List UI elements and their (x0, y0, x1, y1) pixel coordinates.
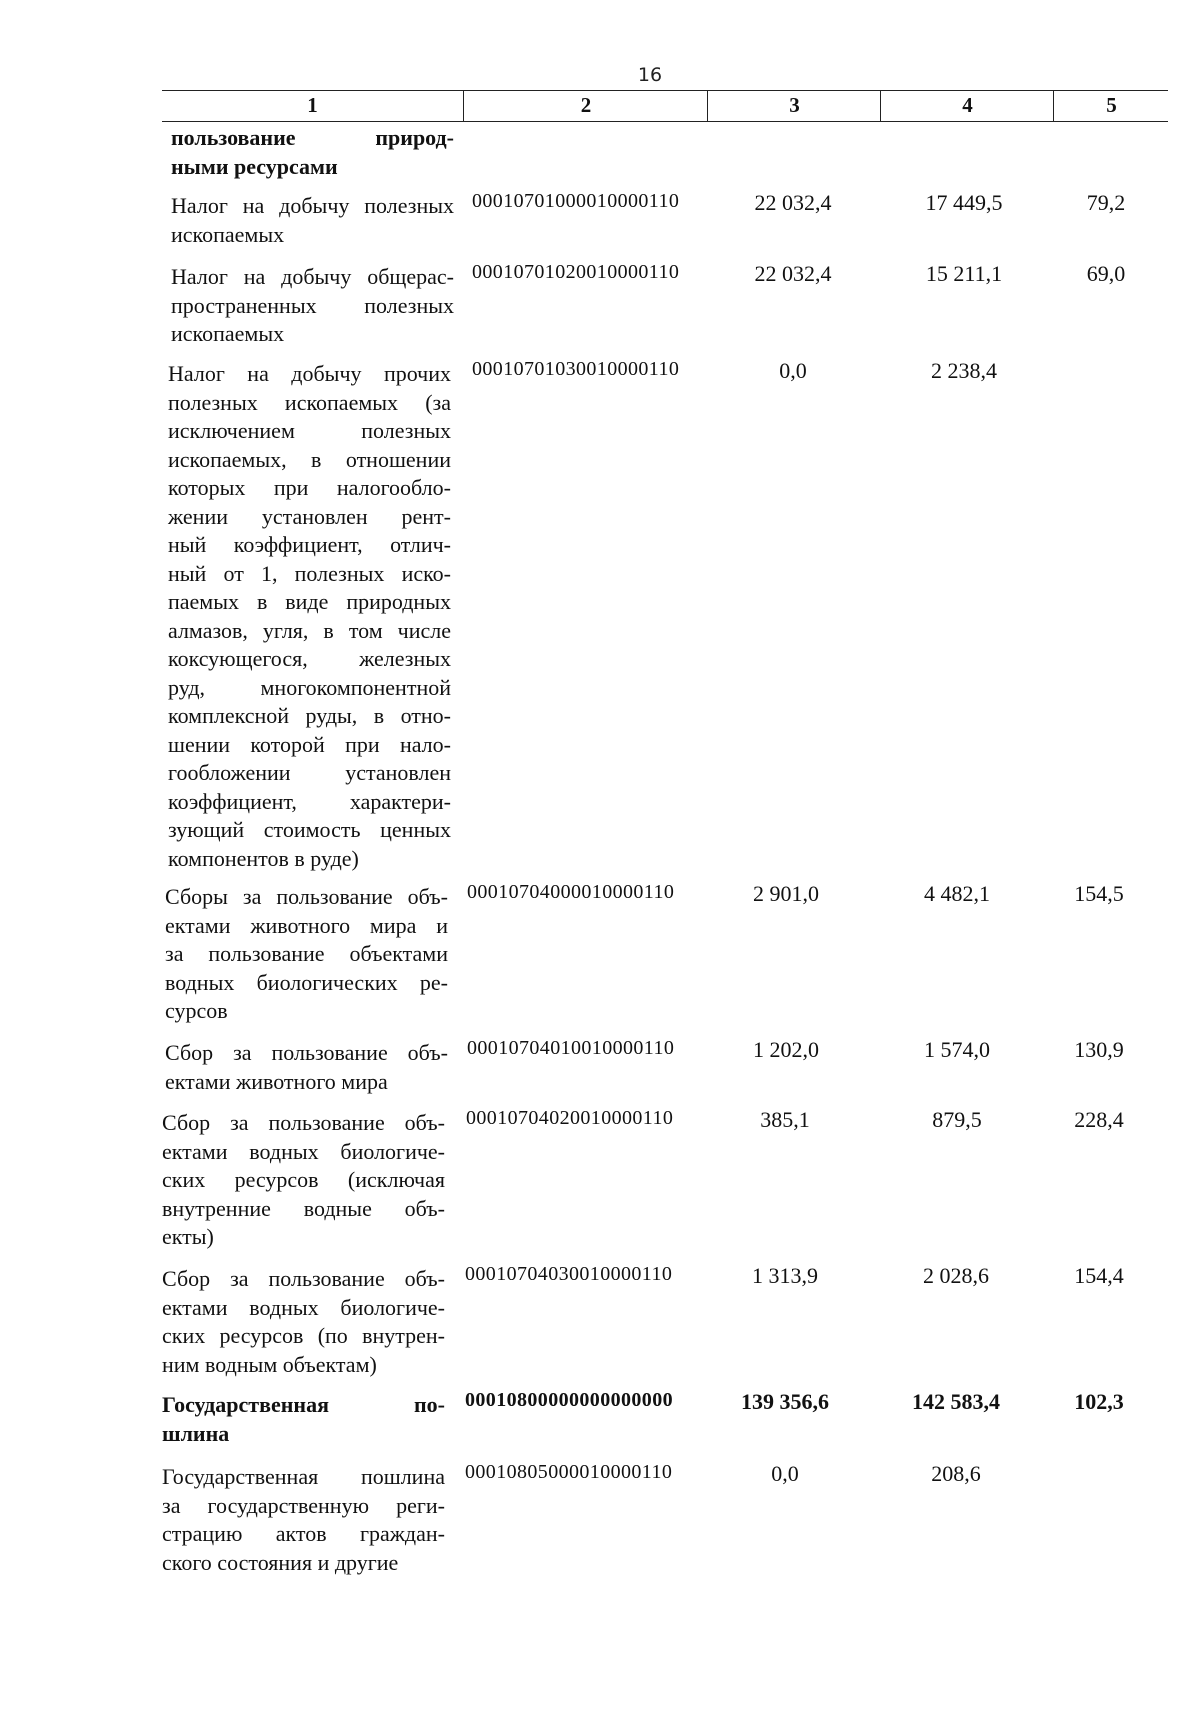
row-name: Сбор за пользование объ- ектами животного мира (165, 1040, 448, 1094)
value-col3: 139 356,6 (741, 1389, 829, 1414)
value-col3: 22 032,4 (754, 190, 832, 215)
value-col4: 15 211,1 (925, 261, 1003, 286)
budget-code: 00010704020010000110 (466, 1107, 674, 1129)
budget-code: 00010704000010000110 (467, 881, 675, 903)
column-header-1: 1 (307, 93, 318, 117)
row-name: Государственная пошлина за государственную реги- страцию актов граждан- ского состояния и другие (162, 1464, 445, 1575)
value-col3: 22 032,4 (754, 261, 832, 286)
value-col4: 208,6 (931, 1461, 981, 1486)
row-name: Государственная по- шлина (162, 1392, 445, 1446)
value-col4: 2 028,6 (923, 1263, 989, 1288)
page-number: 16 (637, 64, 663, 86)
value-col3: 0,0 (779, 358, 807, 383)
column-header-4: 4 (880, 91, 1054, 121)
row-name: Сбор за пользование объ- ектами водных биологиче- ских ресурсов (исключая внутренние водные объ- екты) (162, 1110, 445, 1249)
table-header (162, 90, 1168, 122)
budget-code: 00010800000000000000 (465, 1389, 673, 1411)
value-col5: 130,9 (1074, 1037, 1124, 1062)
budget-code: 00010701020010000110 (472, 261, 680, 283)
value-col4: 1 574,0 (924, 1037, 990, 1062)
value-col4: 142 583,4 (912, 1389, 1000, 1414)
row-name: Налог на добычу общерас- пространенных полезных ископаемых (171, 264, 454, 346)
budget-code: 00010704030010000110 (465, 1263, 673, 1285)
budget-code: 00010805000010000110 (465, 1461, 673, 1483)
value-col4: 4 482,1 (924, 881, 990, 906)
value-col4: 879,5 (932, 1107, 982, 1132)
row-name: Налог на добычу прочих полезных ископаемых (за исключением полезных ископаемых, в отношении которых при налогообло- жении установлен рент- ный коэффициент, отлич- ный от 1, полезных иско- паемых в виде природных алмазов, угля, в том числе коксующегося, железных руд, многокомпонентной комплексной руды, в отно- шении которой при нало- гообложении установлен коэффициент, характери- зующий стоимость ценных компонентов в руде) (168, 361, 451, 871)
budget-code: 00010701000010000110 (472, 190, 680, 212)
value-col3: 0,0 (771, 1461, 799, 1486)
budget-code: 00010701030010000110 (472, 358, 680, 380)
row-name: Сборы за пользование объ- ектами животного мира и за пользование объектами водных биологических ре- сурсов (165, 884, 448, 1023)
value-col5: 102,3 (1074, 1389, 1124, 1414)
budget-code: 00010704010010000110 (467, 1037, 675, 1059)
row-name: Налог на добычу полезных ископаемых (171, 193, 454, 247)
column-header-5: 5 (1053, 91, 1169, 121)
value-col3: 1 313,9 (752, 1263, 818, 1288)
value-col4: 2 238,4 (931, 358, 997, 383)
value-col5: 154,5 (1074, 881, 1124, 906)
value-col5: 79,2 (1086, 190, 1126, 215)
value-col5: 154,4 (1074, 1263, 1124, 1288)
column-header-3: 3 (707, 91, 881, 121)
row-name: пользование природ- ными ресурсами (171, 125, 454, 179)
value-col3: 1 202,0 (753, 1037, 819, 1062)
value-col4: 17 449,5 (925, 190, 1003, 215)
value-col5: 69,0 (1086, 261, 1126, 286)
value-col5: 228,4 (1074, 1107, 1124, 1132)
column-header-2: 2 (463, 91, 708, 121)
row-name: Сбор за пользование объ- ектами водных биологиче- ских ресурсов (по внутрен- ним водным объектам) (162, 1266, 445, 1377)
value-col3: 385,1 (760, 1107, 810, 1132)
value-col3: 2 901,0 (753, 881, 819, 906)
